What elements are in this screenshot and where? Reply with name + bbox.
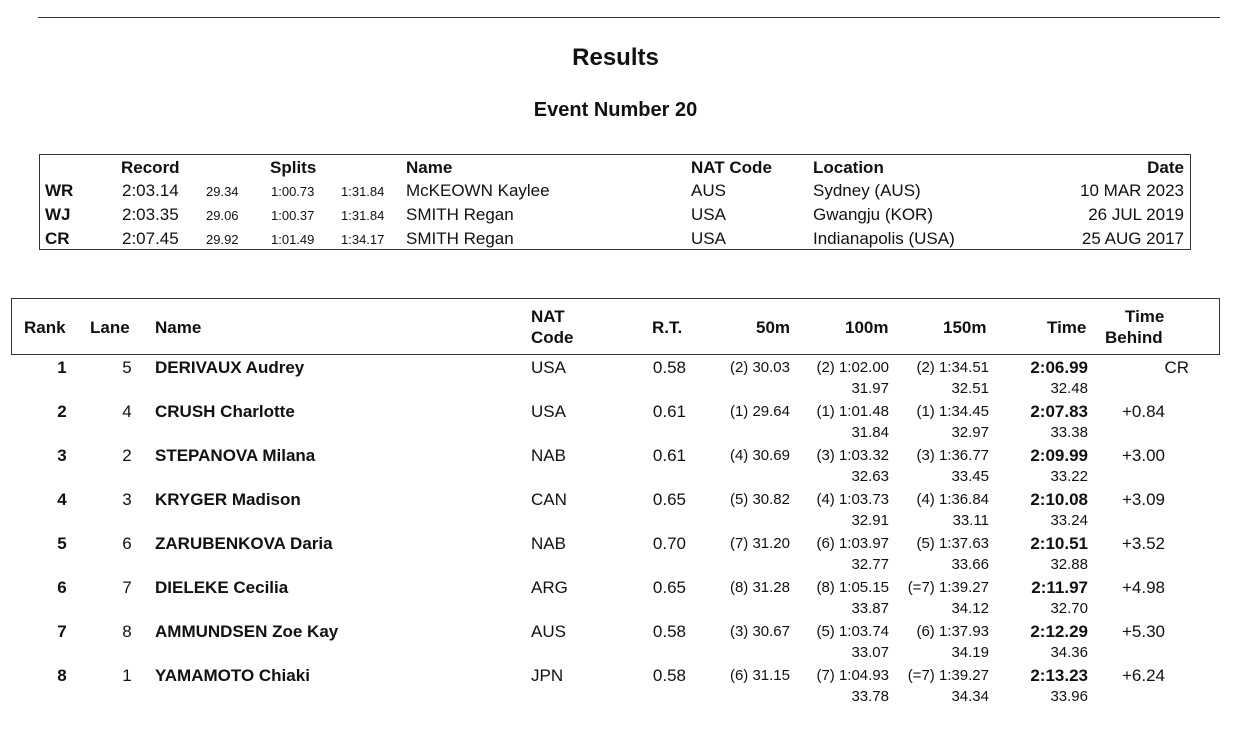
record-split-3: 1:31.84 <box>341 208 385 223</box>
record-holder: McKEOWN Kaylee <box>406 181 550 200</box>
record-holder: SMITH Regan <box>406 205 514 224</box>
result-lane: 7 <box>122 578 132 597</box>
split-50m: (6) 31.15 <box>729 667 790 684</box>
record-date: 10 MAR 2023 <box>1080 181 1184 200</box>
result-lane: 5 <box>122 358 132 377</box>
final-time: 2:06.99 <box>1030 358 1088 377</box>
lap-100m: 31.84 <box>851 424 889 441</box>
final-time: 2:13.23 <box>1030 666 1088 685</box>
split-150m: (3) 1:36.77 <box>916 447 989 464</box>
result-lane: 1 <box>122 666 132 685</box>
final-time: 2:12.29 <box>1030 622 1088 641</box>
result-row <box>0 531 1251 575</box>
time-behind: +0.84 <box>1121 402 1165 421</box>
split-50m: (3) 30.67 <box>729 623 790 640</box>
athlete-name: DIELEKE Cecilia <box>155 578 289 597</box>
record-split-1: 29.92 <box>206 232 239 247</box>
split-50m: (7) 31.20 <box>729 535 790 552</box>
split-150m: (=7) 1:39.27 <box>907 667 989 684</box>
athlete-name: DERIVAUX Audrey <box>155 358 305 377</box>
split-100m: (7) 1:04.93 <box>816 667 889 684</box>
page-title: Results <box>572 44 659 71</box>
athlete-name: KRYGER Madison <box>155 490 301 509</box>
records-header-location: Location <box>813 158 884 177</box>
lap-200m: 32.48 <box>1050 380 1088 397</box>
lap-150m: 34.34 <box>951 688 989 705</box>
record-code: WR <box>45 181 74 200</box>
lap-100m: 33.78 <box>851 688 889 705</box>
final-time: 2:07.83 <box>1030 402 1088 421</box>
final-time: 2:09.99 <box>1030 446 1088 465</box>
lap-200m: 34.36 <box>1050 644 1088 661</box>
split-100m: (2) 1:02.00 <box>816 359 889 376</box>
result-row <box>0 663 1251 707</box>
athlete-name: AMMUNDSEN Zoe Kay <box>155 622 339 641</box>
time-behind: +3.09 <box>1121 490 1165 509</box>
split-100m: (8) 1:05.15 <box>816 579 889 596</box>
header-nat-line2: Code <box>531 328 574 347</box>
result-row <box>0 355 1251 399</box>
record-time: 2:03.14 <box>122 181 179 200</box>
record-location: Gwangju (KOR) <box>813 205 933 224</box>
lap-200m: 33.38 <box>1050 424 1088 441</box>
lap-100m: 31.97 <box>851 380 889 397</box>
lap-100m: 32.63 <box>851 468 889 485</box>
record-holder: SMITH Regan <box>406 229 514 248</box>
result-nat: CAN <box>531 490 567 509</box>
athlete-name: YAMAMOTO Chiaki <box>155 666 310 685</box>
reaction-time: 0.65 <box>652 490 686 509</box>
split-100m: (1) 1:01.48 <box>816 403 889 420</box>
lap-100m: 33.87 <box>851 600 889 617</box>
result-rank: 6 <box>57 578 67 597</box>
split-150m: (4) 1:36.84 <box>916 491 989 508</box>
record-code: WJ <box>45 205 71 224</box>
reaction-time: 0.61 <box>652 402 686 421</box>
lap-200m: 33.22 <box>1050 468 1088 485</box>
lap-150m: 33.66 <box>951 556 989 573</box>
record-split-2: 1:00.37 <box>271 208 315 223</box>
lap-200m: 33.24 <box>1050 512 1088 529</box>
lap-150m: 32.51 <box>951 380 989 397</box>
result-row <box>0 575 1251 619</box>
split-150m: (5) 1:37.63 <box>916 535 989 552</box>
reaction-time: 0.61 <box>652 446 686 465</box>
record-split-3: 1:34.17 <box>341 232 385 247</box>
split-100m: (5) 1:03.74 <box>816 623 889 640</box>
lap-100m: 32.77 <box>851 556 889 573</box>
reaction-time: 0.65 <box>652 578 686 597</box>
split-150m: (6) 1:37.93 <box>916 623 989 640</box>
split-50m: (8) 31.28 <box>729 579 790 596</box>
time-behind: +3.52 <box>1121 534 1165 553</box>
result-rank: 7 <box>57 622 67 641</box>
record-split-1: 29.06 <box>206 208 239 223</box>
records-header-record: Record <box>121 158 180 177</box>
lap-150m: 34.12 <box>951 600 989 617</box>
split-50m: (2) 30.03 <box>729 359 790 376</box>
result-row <box>0 487 1251 531</box>
result-row <box>0 443 1251 487</box>
lap-200m: 32.70 <box>1050 600 1088 617</box>
record-time: 2:03.35 <box>122 205 179 224</box>
record-split-3: 1:31.84 <box>341 184 385 199</box>
header-nat-line1: NAT <box>531 307 565 326</box>
record-date: 26 JUL 2019 <box>1088 205 1184 224</box>
split-100m: (6) 1:03.97 <box>816 535 889 552</box>
record-mark: CR <box>1164 358 1189 377</box>
results-header <box>11 298 1220 355</box>
record-nat: AUS <box>691 181 726 200</box>
header-behind-line2: Behind <box>1105 328 1163 347</box>
event-subtitle: Event Number 20 <box>533 99 698 121</box>
result-lane: 2 <box>122 446 132 465</box>
final-time: 2:11.97 <box>1031 578 1088 597</box>
record-code: CR <box>45 229 70 248</box>
lap-150m: 32.97 <box>951 424 989 441</box>
result-nat: NAB <box>531 534 566 553</box>
records-header-name: Name <box>406 158 453 177</box>
lap-150m: 34.19 <box>951 644 989 661</box>
athlete-name: ZARUBENKOVA Daria <box>155 534 333 553</box>
result-lane: 3 <box>122 490 132 509</box>
result-row <box>0 619 1251 663</box>
reaction-time: 0.58 <box>652 358 686 377</box>
lap-150m: 33.11 <box>952 512 989 529</box>
split-150m: (1) 1:34.45 <box>916 403 989 420</box>
header-name: Name <box>155 318 202 337</box>
time-behind: +5.30 <box>1121 622 1165 641</box>
split-100m: (4) 1:03.73 <box>816 491 889 508</box>
result-nat: USA <box>531 358 566 377</box>
header-lane: Lane <box>90 318 130 337</box>
header-100m: 100m <box>845 318 889 337</box>
record-row <box>40 205 1190 229</box>
reaction-time: 0.70 <box>652 534 686 553</box>
athlete-name: CRUSH Charlotte <box>155 402 295 421</box>
result-rank: 4 <box>57 490 67 509</box>
lap-200m: 33.96 <box>1050 688 1088 705</box>
result-nat: ARG <box>531 578 568 597</box>
split-150m: (2) 1:34.51 <box>916 359 989 376</box>
time-behind: +6.24 <box>1121 666 1165 685</box>
result-rank: 2 <box>57 402 67 421</box>
record-nat: USA <box>691 229 726 248</box>
records-header-nat-code: NAT Code <box>691 158 772 177</box>
header-150m: 150m <box>943 318 987 337</box>
result-lane: 6 <box>122 534 132 553</box>
header-rt: R.T. <box>652 318 683 337</box>
records-table <box>39 154 1191 250</box>
result-rank: 3 <box>57 446 67 465</box>
record-nat: USA <box>691 205 726 224</box>
final-time: 2:10.08 <box>1030 490 1088 509</box>
header-50m: 50m <box>756 318 791 337</box>
result-nat: NAB <box>531 446 566 465</box>
header-time: Time <box>1047 318 1087 337</box>
time-behind: +3.00 <box>1121 446 1165 465</box>
lap-100m: 32.91 <box>851 512 889 529</box>
records-header-splits: Splits <box>270 158 317 177</box>
reaction-time: 0.58 <box>652 666 686 685</box>
time-behind: +4.98 <box>1121 578 1165 597</box>
header-behind-line1: Time <box>1125 307 1165 326</box>
result-nat: JPN <box>531 666 564 685</box>
result-nat: USA <box>531 402 566 421</box>
athlete-name: STEPANOVA Milana <box>155 446 316 465</box>
result-rank: 1 <box>57 358 67 377</box>
header-rank: Rank <box>24 318 66 337</box>
result-nat: AUS <box>531 622 566 641</box>
record-location: Indianapolis (USA) <box>813 229 955 248</box>
reaction-time: 0.58 <box>652 622 686 641</box>
split-50m: (4) 30.69 <box>729 447 790 464</box>
result-lane: 4 <box>122 402 132 421</box>
result-row <box>0 399 1251 443</box>
record-split-2: 1:00.73 <box>271 184 315 199</box>
split-100m: (3) 1:03.32 <box>816 447 889 464</box>
lap-100m: 33.07 <box>851 644 889 661</box>
result-lane: 8 <box>122 622 132 641</box>
records-header-date: Date <box>1147 158 1184 177</box>
record-time: 2:07.45 <box>122 229 179 248</box>
split-50m: (1) 29.64 <box>729 403 790 420</box>
lap-200m: 32.88 <box>1050 556 1088 573</box>
record-split-1: 29.34 <box>206 184 239 199</box>
record-location: Sydney (AUS) <box>813 181 921 200</box>
lap-150m: 33.45 <box>951 468 989 485</box>
result-rank: 5 <box>57 534 67 553</box>
split-150m: (=7) 1:39.27 <box>907 579 989 596</box>
record-date: 25 AUG 2017 <box>1081 229 1184 248</box>
top-divider <box>38 17 1220 18</box>
record-row <box>40 181 1190 205</box>
final-time: 2:10.51 <box>1030 534 1088 553</box>
record-row <box>40 229 1190 253</box>
split-50m: (5) 30.82 <box>729 491 790 508</box>
record-split-2: 1:01.49 <box>271 232 315 247</box>
result-rank: 8 <box>57 666 67 685</box>
